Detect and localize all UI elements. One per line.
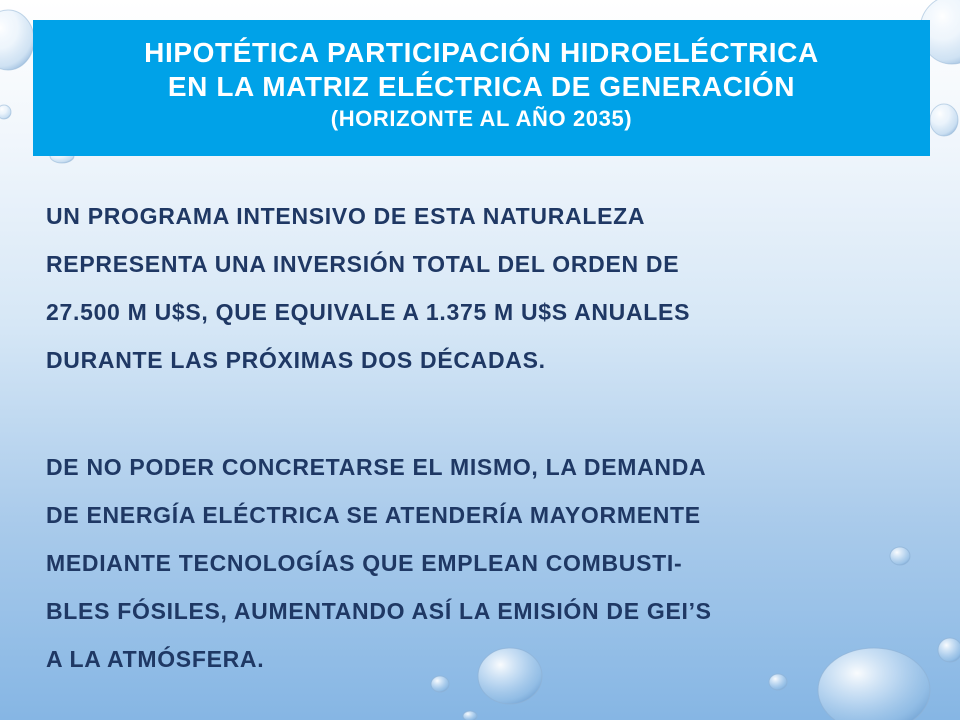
droplet [938,638,960,662]
paragraph-investment [46,192,936,384]
droplet [0,105,11,119]
paragraph-line: BLES FÓSILES, AUMENTANDO ASÍ LA EMISIÓN DE GEI’S [46,598,712,624]
paragraph-emissions [46,443,936,683]
paragraph-line: A LA ATMÓSFERA. [46,646,265,672]
paragraph-line: DE NO PODER CONCRETARSE EL MISMO, LA DEMANDA [46,454,707,480]
slide-title-line-2: EN LA MATRIZ ELÉCTRICA DE GENERACIÓN [167,71,796,102]
paragraph-line: 27.500 M U$S, QUE EQUIVALE A 1.375 M U$S ANUALES [46,299,691,325]
paragraph-line: DURANTE LAS PRÓXIMAS DOS DÉCADAS. [46,347,546,373]
droplet [930,104,958,136]
slide-title-line-1: HIPOTÉTICA PARTICIPACIÓN HIDROELÉCTRICA [144,37,819,68]
slide-title-box [33,20,930,156]
paragraph-line: MEDIANTE TECNOLOGÍAS QUE EMPLEAN COMBUSTI- [46,550,683,576]
paragraph-line: DE ENERGÍA ELÉCTRICA SE ATENDERÍA MAYORMENTE [46,502,701,528]
paragraph-line: REPRESENTA UNA INVERSIÓN TOTAL DEL ORDEN DE [46,251,680,277]
droplet [0,10,34,70]
slide-subtitle: (HORIZONTE AL AÑO 2035) [330,106,633,131]
droplet [463,711,477,720]
paragraph-line: UN PROGRAMA INTENSIVO DE ESTA NATURALEZA [46,203,646,229]
